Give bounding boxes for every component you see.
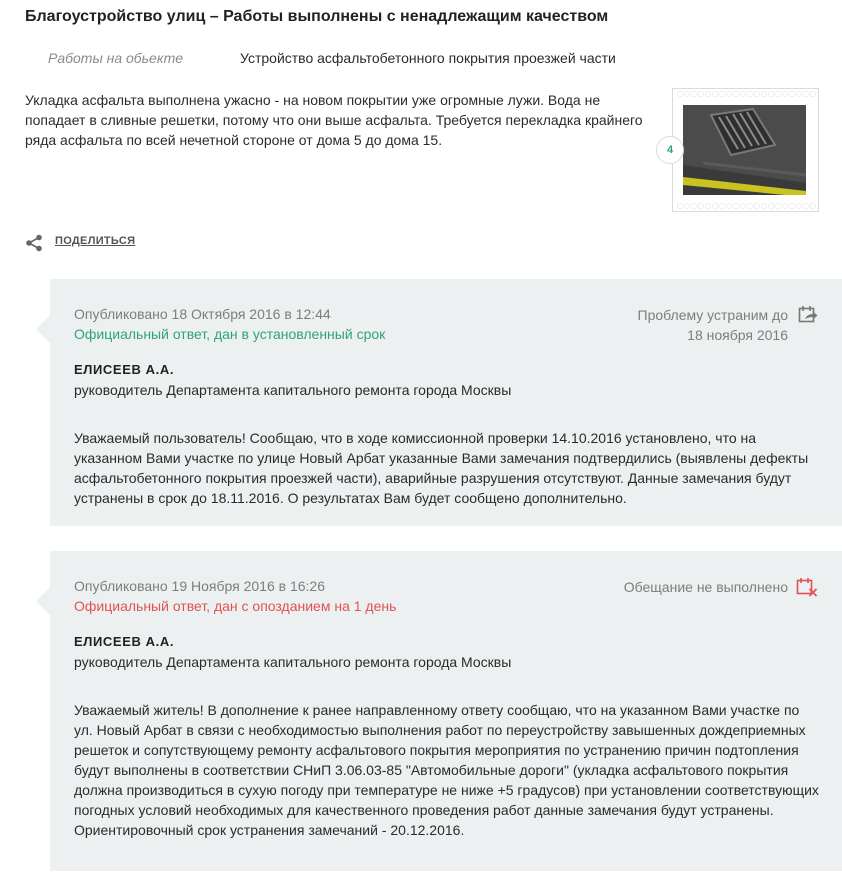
promise-label: Обещание не выполнено <box>623 579 788 595</box>
category-value: Устройство асфальтобетонного покрытия проезжей части <box>240 50 616 66</box>
deadline-date: 18 ноября 2016 <box>687 327 788 343</box>
author-name: ЕЛИСЕЕВ А.А. <box>74 634 175 649</box>
share-link[interactable]: ПОДЕЛИТЬСЯ <box>55 235 136 247</box>
deadline-info <box>638 305 789 345</box>
author-position: руководитель Департамента капитального ремонта города Москвы <box>74 382 512 398</box>
problem-title: Благоустройство улиц – Работы выполнены с ненадлежащим качеством <box>25 8 609 25</box>
share-icon <box>25 234 43 252</box>
problem-description: Укладка асфальта выполнена ужасно - на новом покрытии уже огромные лужи. Вода не попадает в сливные решетки, потому что они выше асфальта. Требуется перекладка крайнего ряда асфальта по всей нечетной стороне от дома 5 до дома 15. <box>25 92 643 148</box>
official-answer-1 <box>50 279 842 526</box>
answer-status: Официальный ответ, дан с опозданием на 1 день <box>74 598 397 614</box>
answer-text: Уважаемый пользователь! Сообщаю, что в ходе комиссионной проверки 14.10.2016 установлено, что на указанном Вами участке по улице Новый Арбат указанные Вами замечания подтвердились (выявлены дефекты асфальтобетонного покрытия проезжей части), аварийные разрушения отсутствуют. Данные замечания будут устранены в срок до 18.11.2016. О результатах Вам будет сообщено дополнительно. <box>74 430 809 506</box>
category-label: Работы на обьекте <box>48 50 184 66</box>
photo-thumbnail[interactable] <box>683 105 806 195</box>
promise-status <box>624 577 788 597</box>
answer-date: Опубликовано 18 Октября 2016 в 12:44 <box>74 306 331 322</box>
calendar-failed-icon <box>796 577 818 597</box>
calendar-forward-icon <box>798 305 818 325</box>
photo-gallery[interactable] <box>666 88 827 212</box>
deadline-label: Проблему устраним до <box>637 307 788 323</box>
drain-grate-photo <box>683 105 806 195</box>
photo-count-badge[interactable]: 4 <box>656 136 684 164</box>
answer-date: Опубликовано 19 Ноября 2016 в 16:26 <box>74 578 326 594</box>
answer-text: Уважаемый житель! В дополнение к ранее направленному ответу сообщаю, что на указанном Вами участке по ул. Новый Арбат в связи с необходимостью выполнения работ по переустройству завышенных дождеприемных решеток и сопутствующему ремонту асфальтового покрытия мероприятия по устранению причин подтопления будут выполнены в соответствии СНиП 3.06.03-85 "Автомобильные дороги" (укладка асфальтового покрытия должна производиться в сухую погоду при температуре не ниже +5 градусов) при установлении соответствующих погодных условий необходимых для качественного проведения работ данные замечания будут устранены. Ориентировочный срок устранения замечаний - 20.12.2016. <box>74 702 819 838</box>
answer-status: Официальный ответ, дан в установленный срок <box>74 326 386 342</box>
photo-frame <box>672 88 819 212</box>
official-answer-2 <box>50 551 842 871</box>
author-position: руководитель Департамента капитального ремонта города Москвы <box>74 654 512 670</box>
author-name: ЕЛИСЕЕВ А.А. <box>74 362 175 377</box>
